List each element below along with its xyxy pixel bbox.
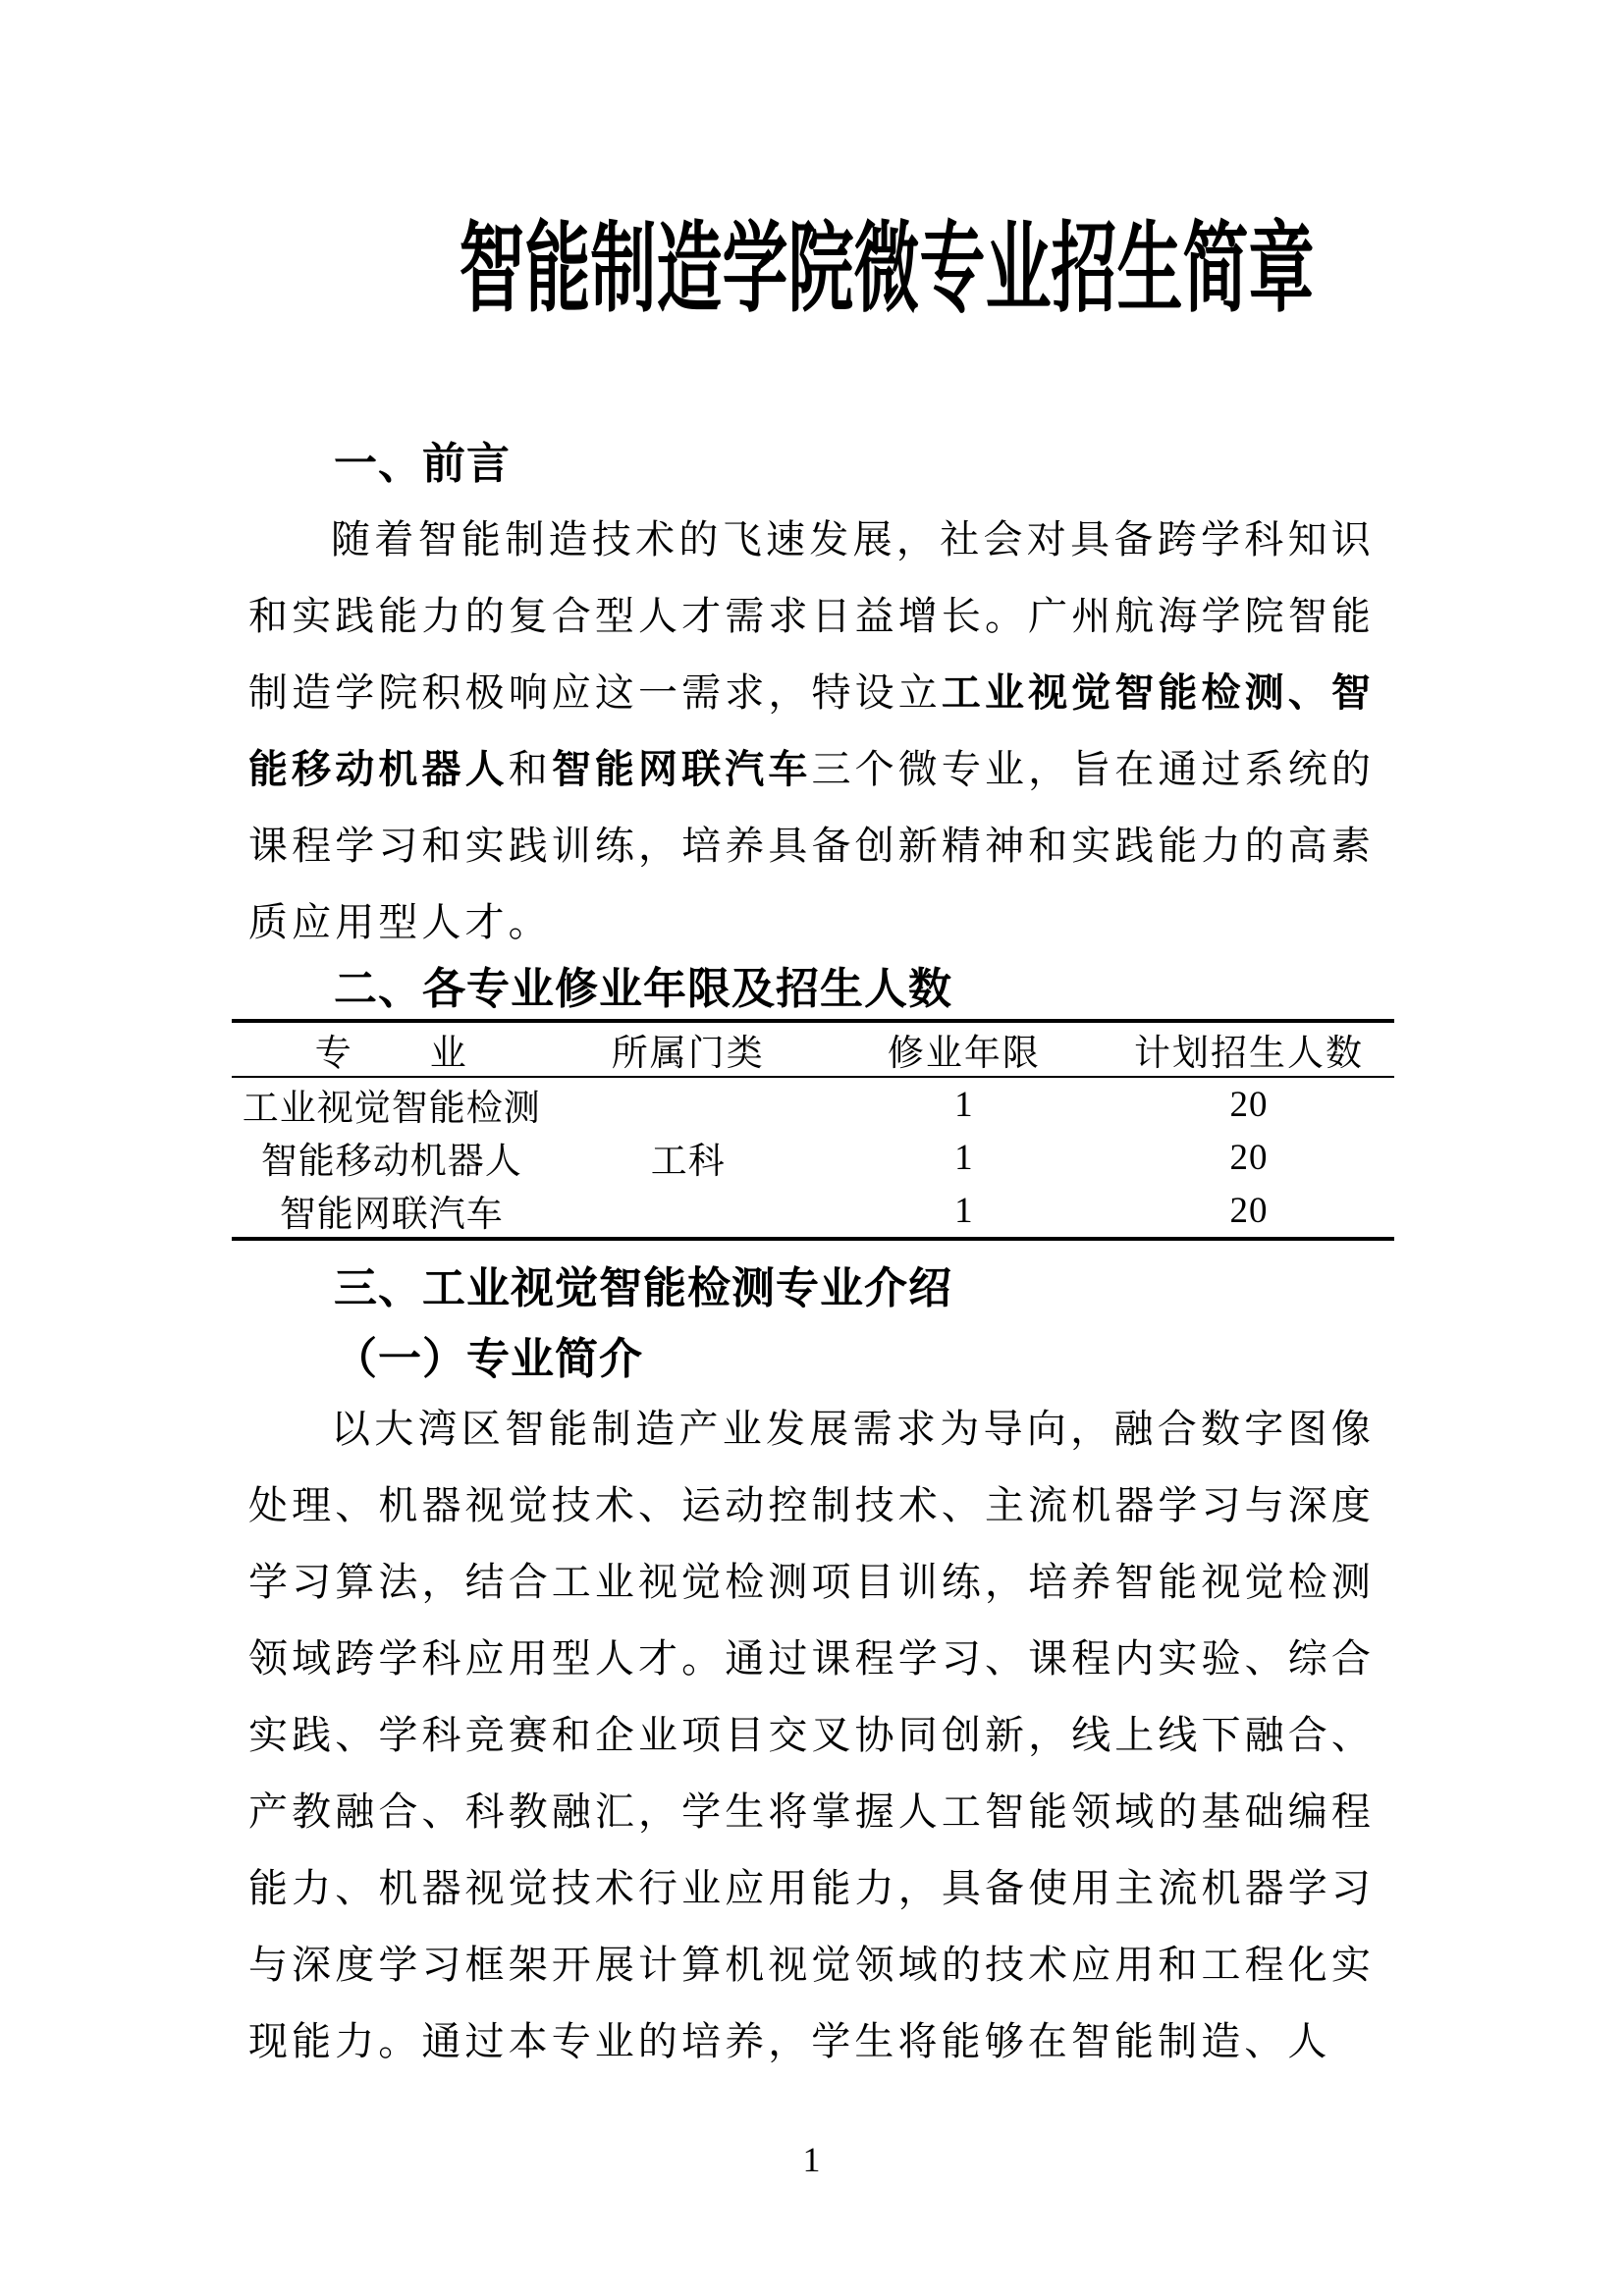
enrollment-table-wrap — [232, 1019, 1394, 1241]
text-segment: 随着智能制造技术的飞速发展，社会对具备跨学科知识和实践能力的复合型人才需求日益增长。广州航海学院智能制造学院积极响应这一需求，特设立 — [248, 517, 1375, 715]
enrollment-table — [232, 1019, 1394, 1241]
section-heading-enrollment: 二、各专业修业年限及招生人数 — [334, 965, 952, 1013]
preface-paragraph — [248, 502, 1375, 961]
section-heading-major-intro: 三、工业视觉智能检测专业介绍 — [334, 1264, 952, 1312]
text-segment: 和 — [508, 747, 552, 791]
subsection-heading-major-brief: （一）专业简介 — [334, 1335, 643, 1383]
bold-text-segment: 工业视觉智能检测、智能移动机器人 — [248, 670, 1375, 791]
col-header-category: 所属门类 — [552, 1021, 825, 1077]
cell-quota: 20 — [1229, 1137, 1269, 1178]
cell-quota: 20 — [1229, 1084, 1269, 1125]
text-segment: 三个微专业，旨在通过系统的课程学习和实践训练，培养具备创新精神和实践能力的高素质应用型人才。 — [248, 747, 1375, 944]
cell-years: 1 — [954, 1190, 974, 1231]
col-header-quota: 计划招生人数 — [1104, 1021, 1394, 1077]
header-row — [232, 1021, 1394, 1077]
cell-years: 1 — [954, 1084, 974, 1125]
major-brief-paragraph: 以大湾区智能制造产业发展需求为导向，融合数字图像处理、机器视觉技术、运动控制技术、主流机器学习与深度学习算法，结合工业视觉检测项目训练，培养智能视觉检测领域跨学科应用型人才。通过课程学习、课程内实验、综合实践、学科竞赛和企业项目交叉协同创新，线上线下融合、产教融合、科教融汇，学生将掌握人工智能领域的基础编程能力、机器视觉技术行业应用能力，具备使用主流机器学习与深度学习框架开展计算机视觉领域的技术应用和工程化实现能力。通过本专业的培养，学生将能够在智能制造、人 — [248, 1407, 1375, 2063]
table-row — [232, 1077, 1394, 1131]
cell-major: 智能网联汽车 — [279, 1195, 504, 1235]
page-number: 1 — [802, 2140, 821, 2179]
cell-major: 智能移动机器人 — [260, 1142, 522, 1182]
cell-category-merged: 工科 — [650, 1142, 726, 1182]
enrollment-table-head — [232, 1021, 1394, 1077]
section-heading-preface: 一、前言 — [334, 440, 511, 488]
col-header-major: 专 业 — [232, 1021, 552, 1077]
cell-quota: 20 — [1229, 1190, 1269, 1231]
title-row — [248, 215, 1375, 324]
bold-text-segment: 智能网联汽车 — [551, 747, 812, 791]
document-title: 智能制造学院微专业招生简章 — [459, 215, 1315, 324]
enrollment-table-body — [232, 1077, 1394, 1239]
cell-major: 工业视觉智能检测 — [242, 1089, 541, 1129]
col-header-years: 修业年限 — [825, 1021, 1104, 1077]
cell-years: 1 — [954, 1137, 974, 1178]
